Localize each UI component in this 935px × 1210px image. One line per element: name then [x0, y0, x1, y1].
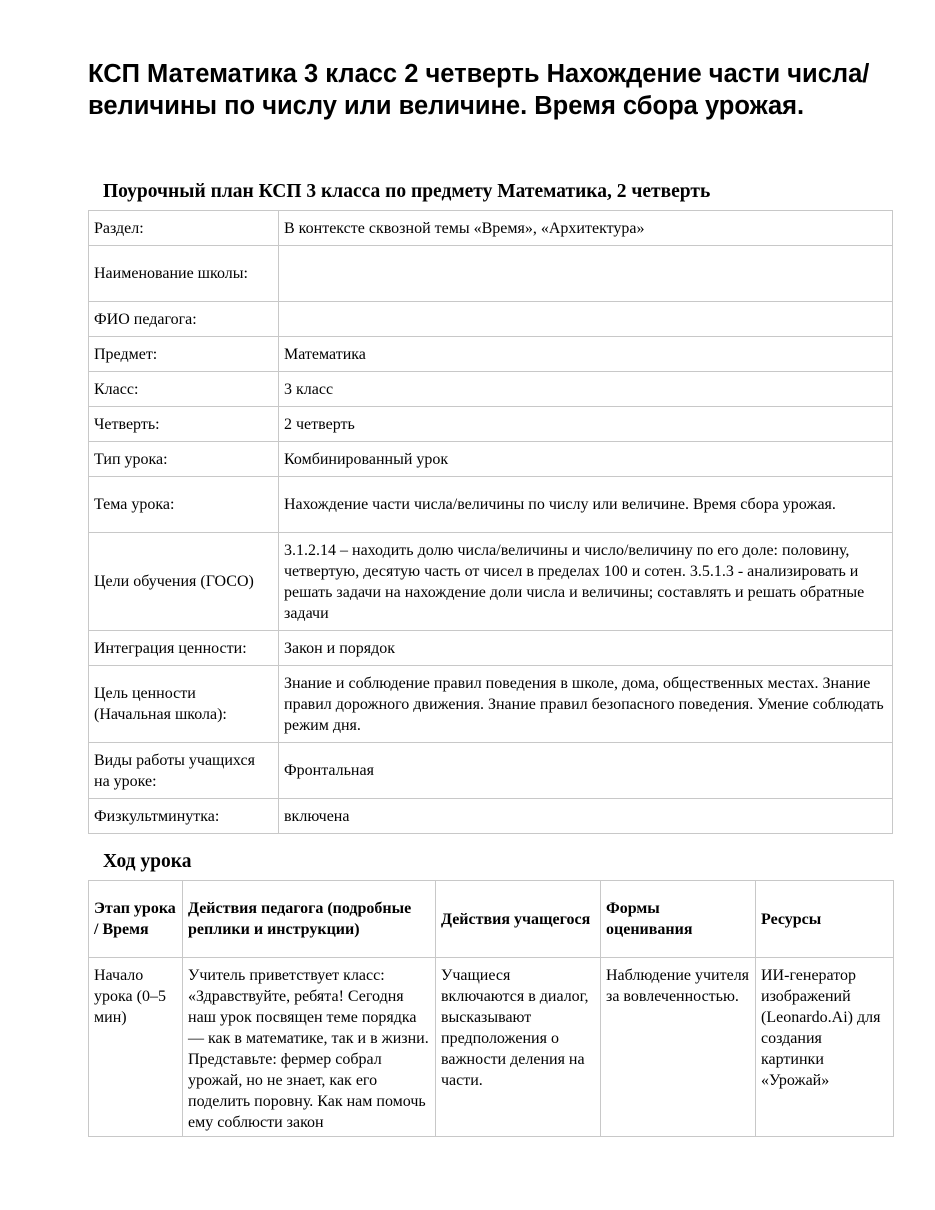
info-value-quarter: 2 четверть [279, 407, 893, 442]
cell-teacher-actions: Учитель приветствует класс: «Здравствуйте, ребята! Сегодня наш урок посвящен теме порядка — как в математике, так и в жизни. Представьте: фермер собрал урожай, но не знает, как его поделить поровну. Как нам помочь ему соблюсти закон [183, 958, 436, 1137]
table-row [89, 799, 893, 834]
page-title: КСП Математика 3 класс 2 четверть Нахождение части числа/ величины по числу или величине. Время сбора урожая. [88, 60, 870, 120]
cell-assessment: Наблюдение учителя за вовлеченностью. [601, 958, 756, 1137]
table-row [89, 477, 893, 533]
info-label-pe-break: Физкультминутка: [89, 799, 279, 834]
table-row [89, 666, 893, 743]
lesson-table [88, 880, 894, 1137]
plan-heading: Поурочный план КСП 3 класса по предмету Математика, 2 четверть [103, 181, 711, 202]
info-label-goals: Цели обучения (ГОСО) [89, 533, 279, 631]
table-row [89, 211, 893, 246]
table-row [89, 372, 893, 407]
cell-resources: ИИ-генератор изображений (Leonardo.Ai) для создания картинки «Урожай» [756, 958, 894, 1137]
table-row [89, 533, 893, 631]
info-label-section: Раздел: [89, 211, 279, 246]
table-row [89, 337, 893, 372]
header-stage: Этап урока / Время [89, 881, 183, 958]
info-value-goals: 3.1.2.14 – находить долю числа/величины и число/величину по его доле: половину, четвертую, десятую часть от чисел в пределах 100 и сотен. 3.5.1.3 - анализировать и решать задачи на нахождение доли числа и величины; составлять и решать обратные задачи [279, 533, 893, 631]
info-label-quarter: Четверть: [89, 407, 279, 442]
info-label-lesson-type: Тип урока: [89, 442, 279, 477]
table-header-row [89, 881, 894, 958]
lesson-heading: Ход урока [103, 851, 192, 872]
info-value-grade: 3 класс [279, 372, 893, 407]
table-row [89, 743, 893, 799]
info-value-pe-break: включена [279, 799, 893, 834]
info-value-value-integration: Закон и порядок [279, 631, 893, 666]
info-value-subject: Математика [279, 337, 893, 372]
cell-student-actions: Учащиеся включаются в диалог, высказывают предположения о важности деления на части. [436, 958, 601, 1137]
header-assessment: Формы оценивания [601, 881, 756, 958]
header-student-actions: Действия учащегося [436, 881, 601, 958]
info-label-work-types: Виды работы учащихся на уроке: [89, 743, 279, 799]
info-value-school [279, 246, 893, 302]
header-teacher-actions: Действия педагога (подробные реплики и инструкции) [183, 881, 436, 958]
info-value-topic: Нахождение части числа/величины по числу или величине. Время сбора урожая. [279, 477, 893, 533]
cell-stage: Начало урока (0–5 мин) [89, 958, 183, 1137]
info-table [88, 210, 893, 834]
table-row [89, 302, 893, 337]
info-label-value-goal: Цель ценности (Начальная школа): [89, 666, 279, 743]
info-value-teacher [279, 302, 893, 337]
table-row [89, 407, 893, 442]
table-row [89, 631, 893, 666]
header-resources: Ресурсы [756, 881, 894, 958]
info-value-work-types: Фронтальная [279, 743, 893, 799]
table-row [89, 246, 893, 302]
info-label-grade: Класс: [89, 372, 279, 407]
info-value-section: В контексте сквозной темы «Время», «Архитектура» [279, 211, 893, 246]
table-row [89, 442, 893, 477]
info-label-subject: Предмет: [89, 337, 279, 372]
info-label-school: Наименование школы: [89, 246, 279, 302]
info-label-topic: Тема урока: [89, 477, 279, 533]
info-label-teacher: ФИО педагога: [89, 302, 279, 337]
info-label-value-integration: Интеграция ценности: [89, 631, 279, 666]
table-row [89, 958, 894, 1137]
info-value-value-goal: Знание и соблюдение правил поведения в школе, дома, общественных местах. Знание правил дорожного движения. Знание правил безопасного поведения. Умение соблюдать режим дня. [279, 666, 893, 743]
info-value-lesson-type: Комбинированный урок [279, 442, 893, 477]
